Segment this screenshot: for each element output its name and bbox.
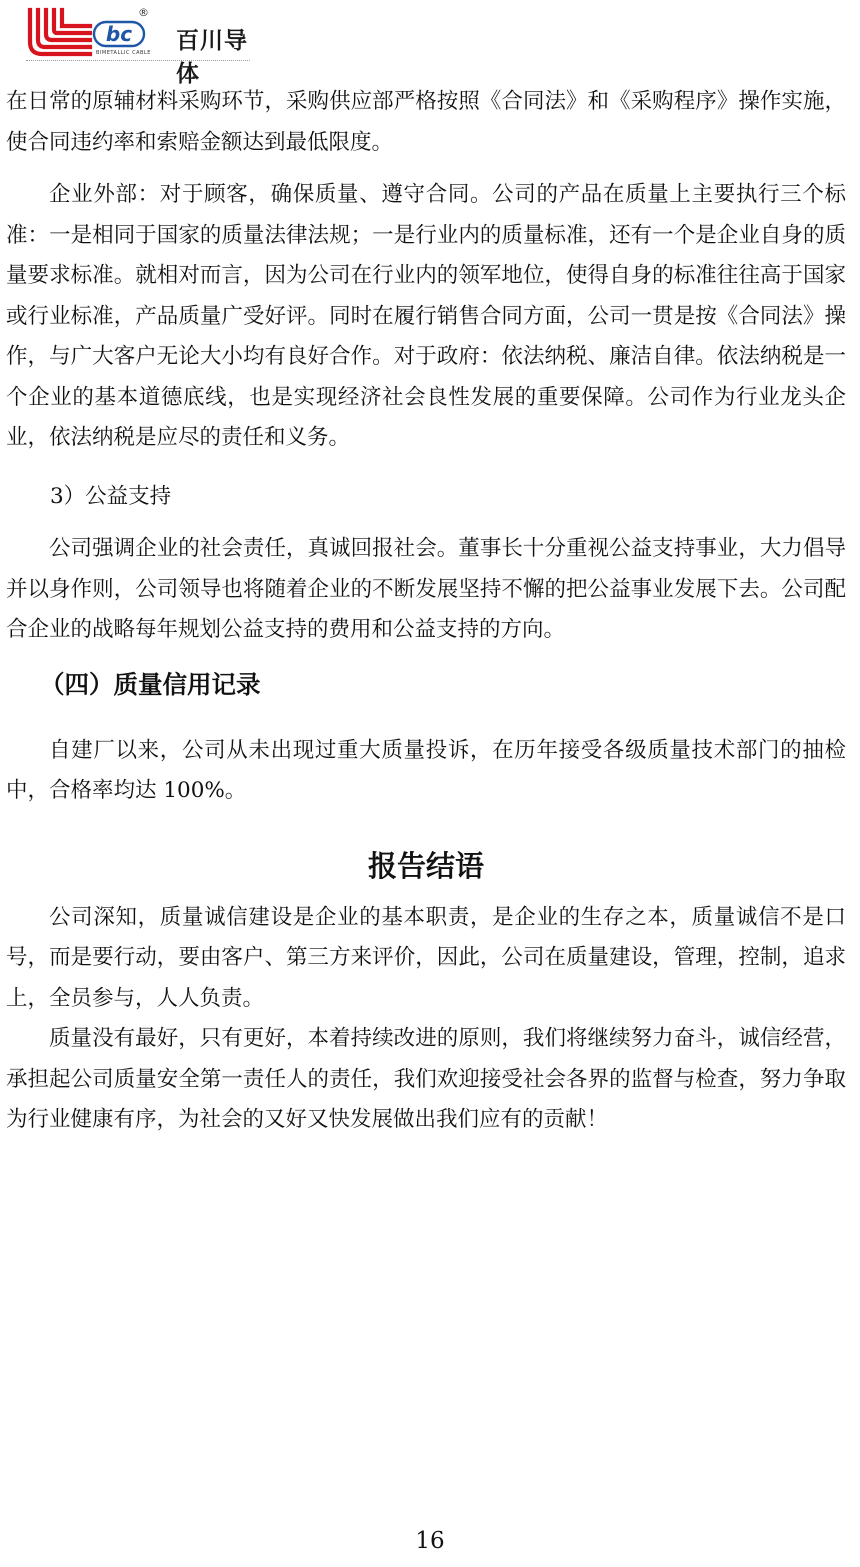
logo-letters: bc: [105, 22, 133, 46]
page-number: 16: [415, 1528, 445, 1554]
paragraph-external: 企业外部：对于顾客，确保质量、遵守合同。公司的产品在质量上主要执行三个标准：一是相同于国家的质量法律法规；一是行业内的质量标准，还有一个是企业自身的质量要求标准。就相对而言，因为公司在行业内的领军地位，使得自身的标准往往高于国家或行业标准，产品质量广受好评。同时在履行销售合同方面，公司一贯是按《合同法》操作，与广大客户无论大小均有良好合作。对于政府：依法纳税、廉洁自律。依法纳税是一个企业的基本道德底线，也是实现经济社会良性发展的重要保障。公司作为行业龙头企业，依法纳税是应尽的责任和义务。: [6, 182, 846, 450]
logo-bc-mark: [94, 6, 151, 56]
paragraph-procurement: 在日常的原辅材料采购环节，采购供应部严格按照《合同法》和《采购程序》操作实施，使合同违约率和索赔金额达到最低限度。: [6, 89, 846, 155]
logo-subtext: BIMETALLIC CABLE: [96, 50, 151, 56]
header-divider: [26, 60, 250, 61]
list-item-public-welfare: 3）公益支持: [50, 483, 172, 509]
paragraph-conclusion-2: 质量没有最好，只有更好，本着持续改进的原则，我们将继续努力奋斗，诚信经营，承担起公司质量安全第一责任人的责任，我们欢迎接受社会各界的监督与检查，努力争取为行业健康有序，为社会的又好又快发展做出我们应有的贡献！: [6, 1026, 846, 1132]
document-body: [6, 82, 846, 1141]
paragraph-social-responsibility: 公司强调企业的社会责任，真诚回报社会。董事长十分重视公益支持事业，大力倡导并以身作则，公司领导也将随着企业的不断发展坚持不懈的把公益事业发展下去。公司配合企业的战略每年规划公益支持的费用和公益支持的方向。: [6, 536, 846, 642]
section-heading-quality-credit: （四）质量信用记录: [40, 669, 261, 699]
brand-name: 百川导体: [176, 28, 248, 87]
company-header: [26, 4, 266, 87]
paragraph-conclusion-1: 公司深知，质量诚信建设是企业的基本职责，是企业的生存之本，质量诚信不是口号，而是要行动，要由客户、第三方来评价，因此，公司在质量建设，管理，控制，追求上，全员参与，人人负责。: [6, 904, 846, 1011]
paragraph-quality-record: 自建厂以来，公司从未出现过重大质量投诉，在历年接受各级质量技术部门的抽检中，合格率均达 100%。: [6, 737, 846, 803]
logo-stripes-icon: [30, 10, 90, 54]
company-logo: [26, 4, 176, 58]
conclusion-title: 报告结语: [367, 848, 484, 883]
registered-mark: ®: [138, 6, 149, 19]
